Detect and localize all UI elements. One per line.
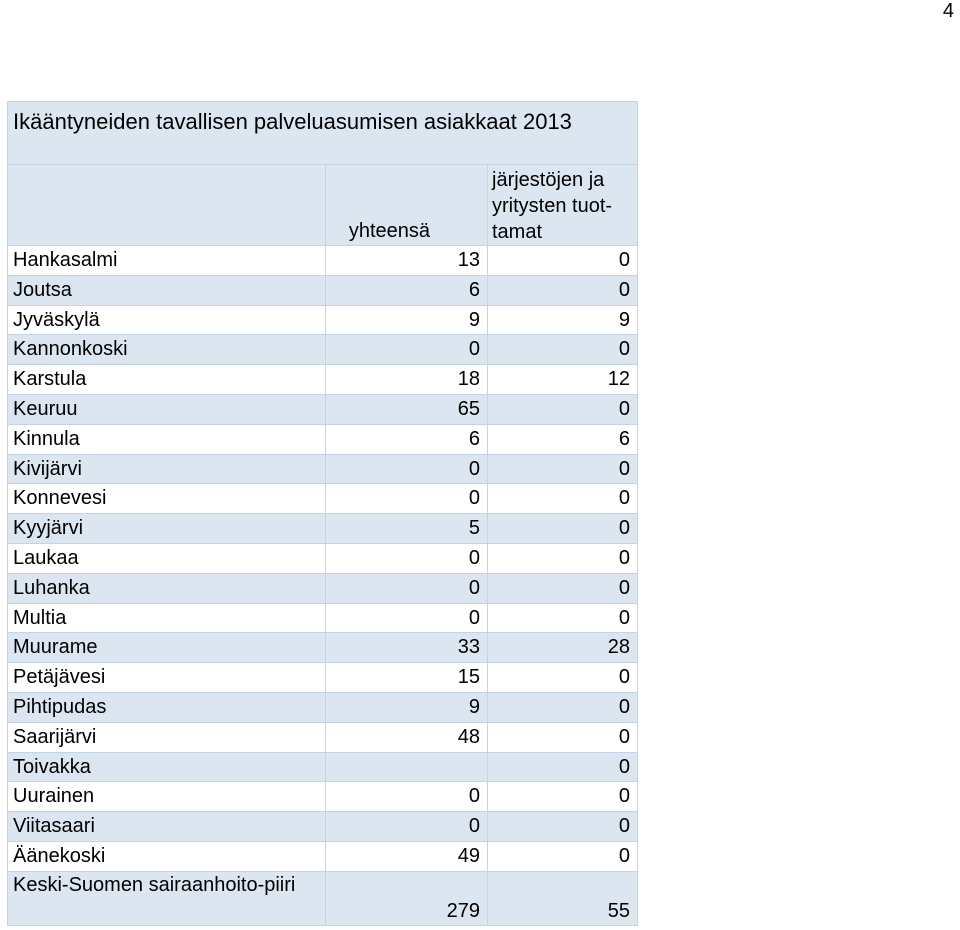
total-value: 5 (325, 514, 487, 543)
total-value: 0 (325, 604, 487, 633)
total-value: 0 (325, 782, 487, 811)
table-header-row (7, 164, 638, 245)
table-row (7, 752, 638, 782)
header-name-cell (7, 165, 325, 245)
clients-table (7, 101, 638, 926)
total-value: 65 (325, 395, 487, 424)
organizations-value: 0 (487, 335, 638, 364)
municipality-name: Petäjävesi (7, 663, 325, 692)
organizations-value: 0 (487, 604, 638, 633)
table-row (7, 275, 638, 305)
table-row (7, 483, 638, 513)
total-value: 48 (325, 723, 487, 752)
organizations-value: 0 (487, 693, 638, 722)
total-value: 0 (325, 484, 487, 513)
table-row (7, 454, 638, 484)
table-row (7, 513, 638, 543)
header-organizations: järjestöjen ja yritysten tuot-tamat (487, 165, 638, 245)
total-value: 33 (325, 633, 487, 662)
table-row (7, 364, 638, 394)
municipality-name: Viitasaari (7, 812, 325, 841)
header-total (325, 165, 487, 245)
table-row (7, 692, 638, 722)
municipality-name: Joutsa (7, 276, 325, 305)
organizations-value: 0 (487, 484, 638, 513)
total-value: 0 (325, 455, 487, 484)
municipality-name: Saarijärvi (7, 723, 325, 752)
municipality-name: Luhanka (7, 574, 325, 603)
table-row (7, 394, 638, 424)
header-total-label: yhteensä (348, 220, 430, 242)
table-row (7, 662, 638, 692)
table-row (7, 632, 638, 662)
municipality-name: Kannonkoski (7, 335, 325, 364)
table-row (7, 603, 638, 633)
municipality-name: Uurainen (7, 782, 325, 811)
table-row (7, 334, 638, 364)
municipality-name: Kyyjärvi (7, 514, 325, 543)
organizations-value: 12 (487, 365, 638, 394)
total-value: 6 (325, 425, 487, 454)
table-row (7, 245, 638, 275)
total-value: 0 (325, 812, 487, 841)
municipality-name: Keski-Suomen sairaanhoito-piiri (7, 872, 325, 925)
organizations-value: 0 (487, 753, 638, 782)
municipality-name: Kivijärvi (7, 455, 325, 484)
table-row (7, 841, 638, 871)
municipality-name: Karstula (7, 365, 325, 394)
organizations-value: 0 (487, 842, 638, 871)
municipality-name: Muurame (7, 633, 325, 662)
total-value (325, 753, 487, 782)
organizations-value: 6 (487, 425, 638, 454)
organizations-value: 0 (487, 276, 638, 305)
municipality-name: Keuruu (7, 395, 325, 424)
table-row (7, 424, 638, 454)
table-title: Ikääntyneiden tavallisen palveluasumisen asiakkaat 2013 (7, 101, 638, 164)
organizations-value: 0 (487, 723, 638, 752)
page-number: 4 (942, 0, 954, 22)
total-value: 0 (325, 335, 487, 364)
table-body (7, 245, 638, 926)
table-row (7, 871, 638, 926)
municipality-name: Kinnula (7, 425, 325, 454)
total-value: 15 (325, 663, 487, 692)
municipality-name: Konnevesi (7, 484, 325, 513)
organizations-value: 9 (487, 306, 638, 335)
table-row (7, 543, 638, 573)
organizations-value: 0 (487, 514, 638, 543)
table-row (7, 722, 638, 752)
table-row (7, 811, 638, 841)
municipality-name: Laukaa (7, 544, 325, 573)
municipality-name: Äänekoski (7, 842, 325, 871)
organizations-value: 0 (487, 455, 638, 484)
organizations-value: 0 (487, 246, 638, 275)
organizations-value: 28 (487, 633, 638, 662)
organizations-value: 55 (487, 872, 638, 925)
organizations-value: 0 (487, 782, 638, 811)
municipality-name: Jyväskylä (7, 306, 325, 335)
total-value: 9 (325, 306, 487, 335)
municipality-name: Multia (7, 604, 325, 633)
municipality-name: Pihtipudas (7, 693, 325, 722)
organizations-value: 0 (487, 395, 638, 424)
total-value: 6 (325, 276, 487, 305)
organizations-value: 0 (487, 544, 638, 573)
municipality-name: Hankasalmi (7, 246, 325, 275)
table-row (7, 781, 638, 811)
table-row (7, 573, 638, 603)
total-value: 0 (325, 544, 487, 573)
total-value: 13 (325, 246, 487, 275)
organizations-value: 0 (487, 574, 638, 603)
organizations-value: 0 (487, 812, 638, 841)
table-row (7, 305, 638, 335)
organizations-value: 0 (487, 663, 638, 692)
total-value: 9 (325, 693, 487, 722)
total-value: 279 (325, 872, 487, 925)
total-value: 49 (325, 842, 487, 871)
total-value: 0 (325, 574, 487, 603)
total-value: 18 (325, 365, 487, 394)
municipality-name: Toivakka (7, 753, 325, 782)
